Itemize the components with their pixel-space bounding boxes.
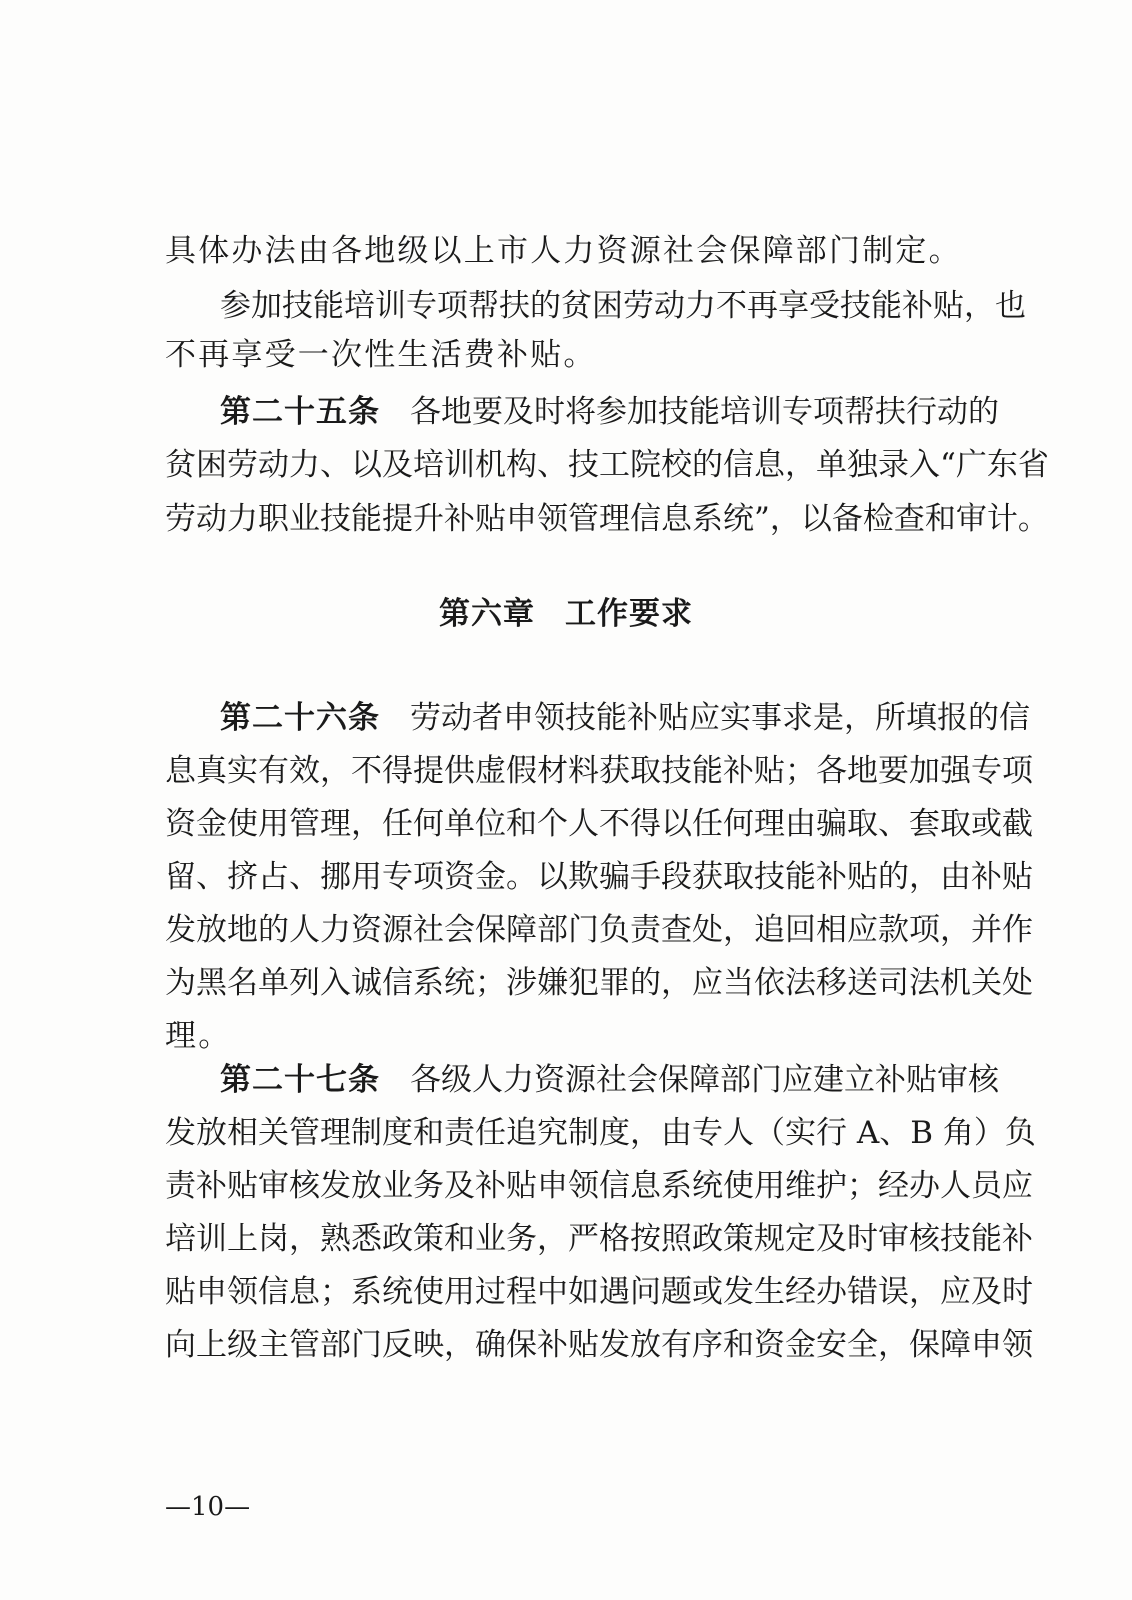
text-line: 发放相关管理制度和责任追究制度，由专人（实行 A、B 角）负	[165, 1115, 1036, 1151]
chapter-heading	[0, 595, 1132, 633]
article-number: 第二十七条	[220, 1062, 380, 1098]
article-first-line	[220, 393, 999, 431]
text-line: 理。	[165, 1018, 232, 1054]
text-line: 贫困劳动力、以及培训机构、技工院校的信息，单独录入“广东省	[165, 447, 1049, 483]
text-span: 各级人力资源社会保障部门应建立补贴审核	[410, 1062, 999, 1098]
text-span: 劳动者申领技能补贴应实事求是，所填报的信	[410, 700, 1030, 736]
text-line: 培训上岗，熟悉政策和业务，严格按照政策规定及时审核技能补	[165, 1221, 1033, 1257]
text-line: 具体办法由各地级以上市人力资源社会保障部门制定。	[165, 233, 962, 269]
article-number: 第二十五条	[220, 394, 380, 430]
text-line: 向上级主管部门反映，确保补贴发放有序和资金安全，保障申领	[165, 1327, 1033, 1363]
article-number: 第二十六条	[220, 700, 380, 736]
text-line: 劳动力职业技能提升补贴申领管理信息系统”，以备检查和审计。	[165, 501, 1049, 537]
chapter-title: 工作要求	[565, 596, 693, 632]
text-line: 不再享受一次性生活费补贴。	[165, 337, 597, 373]
article-first-line	[220, 699, 1030, 737]
text-line: 责补贴审核发放业务及补贴申领信息系统使用维护；经办人员应	[165, 1168, 1033, 1204]
text-line: 为黑名单列入诚信系统；涉嫌犯罪的，应当依法移送司法机关处	[165, 965, 1033, 1001]
chapter-number: 第六章	[439, 596, 535, 632]
text-span: 各地要及时将参加技能培训专项帮扶行动的	[410, 394, 999, 430]
text-line: 参加技能培训专项帮扶的贫困劳动力不再享受技能补贴，也	[220, 288, 1026, 324]
text-line: 息真实有效，不得提供虚假材料获取技能补贴；各地要加强专项	[165, 753, 1033, 789]
page-number: —10—	[165, 1492, 251, 1522]
text-line: 发放地的人力资源社会保障部门负责查处，追回相应款项，并作	[165, 912, 1033, 948]
text-line: 留、挤占、挪用专项资金。以欺骗手段获取技能补贴的，由补贴	[165, 859, 1033, 895]
text-line: 贴申领信息；系统使用过程中如遇问题或发生经办错误，应及时	[165, 1274, 1033, 1310]
text-line: 资金使用管理，任何单位和个人不得以任何理由骗取、套取或截	[165, 806, 1033, 842]
article-first-line	[220, 1061, 999, 1099]
